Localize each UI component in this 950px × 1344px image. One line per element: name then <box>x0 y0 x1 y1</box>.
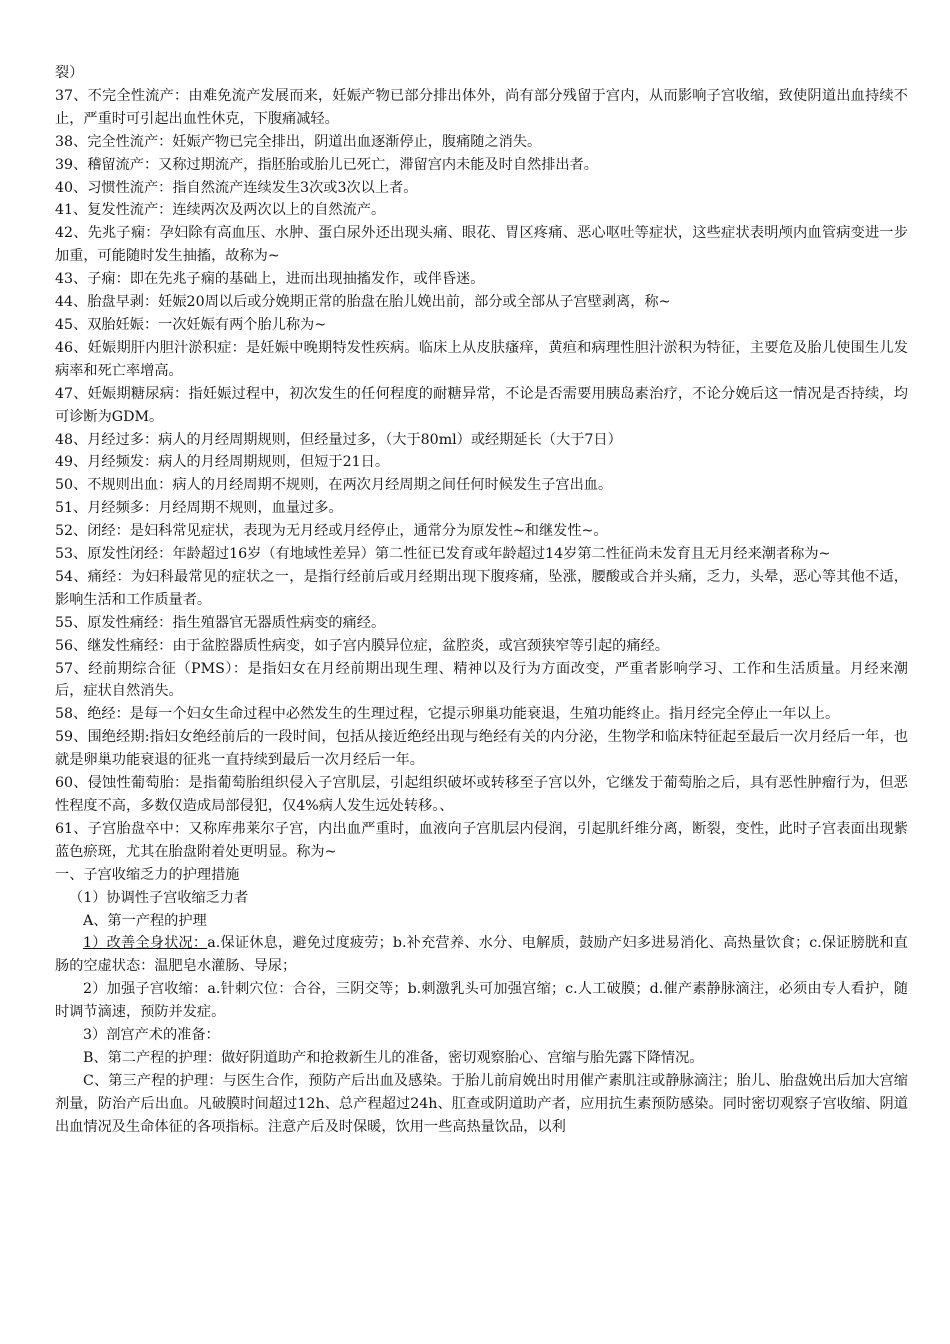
paragraph: 39、稽留流产：又称过期流产，指胚胎或胎儿已死亡，滞留宫内未能及时自然排出者。 <box>55 156 598 173</box>
paragraph: 57、经前期综合征（PMS）：是指妇女在月经前期出现生理、精神以及行为方面改变，严重者影响学习、工作和生活质量。月经来潮后，症状自然消失。 <box>55 660 908 700</box>
paragraph: A、第一产程的护理 <box>83 912 207 929</box>
paragraph: B、第二产程的护理：做好阴道助产和抢救新生儿的准备，密切观察胎心、宫缩与胎先露下降情况。 <box>83 1049 704 1066</box>
underlined-heading: 1）改善全身状况： <box>83 935 208 952</box>
paragraph: 42、先兆子痫：孕妇除有高血压、水肿、蛋白尿外还出现头痛、眼花、胃区疼痛、恶心呕吐等症状，这些症状表明颅内血管病变进一步加重，可能随时发生抽搐，故称为~ <box>55 225 908 265</box>
paragraph: 55、原发性痛经：指生殖器官无器质性病变的痛经。 <box>55 614 386 631</box>
paragraph-nursing-step-1 <box>55 932 908 978</box>
paragraph-text: a.保证休息，避免过度疲劳；b.补充营养、水分、电解质，鼓励产妇多进易消化、高热量饮食；c.保证膀胱和直肠的空虚状态：温肥皂水灌肠、导尿； <box>55 935 908 975</box>
paragraph: 48、月经过多：病人的月经周期规则，但经量过多，（大于80ml）或经期延长（大于7日） <box>55 431 622 448</box>
paragraph: 40、习惯性流产：指自然流产连续发生3次或3次以上者。 <box>55 179 418 196</box>
definitions-list <box>55 62 908 932</box>
paragraph: 61、子宫胎盘卒中：又称库弗莱尔子宫，内出血严重时，血液向子宫肌层内侵润，引起肌纤维分离，断裂，变性，此时子宫表面出现紫蓝色瘀斑，尤其在胎盘附着处更明显。称为~ <box>55 820 908 860</box>
paragraph: 49、月经频发：病人的月经周期规则，但短于21日。 <box>55 454 390 471</box>
paragraph: 52、闭经：是妇科常见症状，表现为无月经或月经停止，通常分为原发性~和继发性~。 <box>55 523 608 540</box>
paragraph: 56、继发性痛经：由于盆腔器质性病变，如子宫内膜异位症，盆腔炎，或宫颈狭窄等引起的痛经。 <box>55 637 669 654</box>
paragraph: 53、原发性闭经：年龄超过16岁（有地域性差异）第二性征已发育或年龄超过14岁第二性征尚未发育且无月经来潮者称为~ <box>55 546 831 563</box>
paragraph: 59、围绝经期:指妇女绝经前后的一段时间，包括从接近绝经出现与绝经有关的内分泌，生物学和临床特征起至最后一次月经后一年，也就是卵巢功能衰退的征兆一直持续到最后一次月经后一年。 <box>55 729 908 769</box>
paragraph: 37、不完全性流产：由难免流产发展而来，妊娠产物已部分排出体外，尚有部分残留于宫内，从而影响子宫收缩，致使阴道出血持续不止，严重时可引起出血性休克，下腹痛减轻。 <box>55 87 908 127</box>
paragraph: 51、月经频多：月经周期不规则，血量过多。 <box>55 500 343 517</box>
paragraph: 58、绝经：是每一个妇女生命过程中必然发生的生理过程，它提示卵巢功能衰退，生殖功能终止。指月经完全停止一年以上。 <box>55 706 840 723</box>
paragraph: 60、侵蚀性葡萄胎：是指葡萄胎组织侵入子宫肌层，引起组织破坏或转移至子宫以外，它继发于葡萄胎之后，具有恶性肿瘤行为，但恶性程度不高，多数仅造成局部侵犯，仅4%病人发生远处转移。、 <box>55 775 908 814</box>
paragraph: 一、子宫收缩乏力的护理措施 <box>55 866 240 883</box>
nursing-measures-list <box>55 978 908 1138</box>
paragraph: 45、双胎妊娠：一次妊娠有两个胎儿称为~ <box>55 316 327 333</box>
paragraph: 41、复发性流产：连续两次及两次以上的自然流产。 <box>55 202 386 219</box>
paragraph: 46、妊娠期肝内胆汁淤积症：是妊娠中晚期特发性疾病。临床上从皮肤瘙痒，黄疸和病理性胆汁淤积为特征，主要危及胎儿使围生儿发病率和死亡率增高。 <box>55 339 908 379</box>
paragraph: （1）协调性子宫收缩乏力者 <box>69 889 249 906</box>
paragraph: 43、子痫：即在先兆子痫的基础上，进而出现抽搐发作，或伴昏迷。 <box>55 271 485 288</box>
paragraph: 38、完全性流产：妊娠产物已完全排出，阴道出血逐渐停止，腹痛随之消失。 <box>55 133 542 150</box>
paragraph: 47、妊娠期糖尿病：指妊娠过程中，初次发生的任何程度的耐糖异常，不论是否需要用胰岛素治疗，不论分娩后这一情况是否持续，均可诊断为GDM。 <box>55 385 908 425</box>
paragraph: 44、胎盘早剥：妊娠20周以后或分娩期正常的胎盘在胎儿娩出前，部分或全部从子宫壁剥离，称~ <box>55 294 671 311</box>
paragraph: 2）加强子宫收缩：a.针刺穴位：合谷，三阴交等；b.刺激乳头可加强宫缩；c.人工破膜；d.催产素静脉滴注，必须由专人看护，随时调节滴速，预防并发症。 <box>55 981 908 1021</box>
paragraph: 裂） <box>55 65 84 81</box>
paragraph: 50、不规则出血：病人的月经周期不规则，在两次月经周期之间任何时候发生子宫出血。 <box>55 477 613 494</box>
paragraph: C、第三产程的护理：与医生合作，预防产后出血及感染。于胎儿前肩娩出时用催产素肌注或静脉滴注；胎儿、胎盘娩出后加大宫缩剂量，防治产后出血。凡破膜时间超过12h、总产程超过24h、肛查或阴道助产者，应用抗生素预防感染。同时密切观察子宫收缩、阴道出血情况及生命体征的各项指标。注意产后及时保暖，饮用一些高热量饮品，以利 <box>55 1072 908 1135</box>
paragraph: 54、痛经：为妇科最常见的症状之一，是指行经前后或月经期出现下腹疼痛，坠涨，腰酸或合并头痛，乏力，头晕，恶心等其他不适，影响生活和工作质量者。 <box>55 568 908 608</box>
paragraph: 3）剖宫产术的准备： <box>83 1027 220 1044</box>
